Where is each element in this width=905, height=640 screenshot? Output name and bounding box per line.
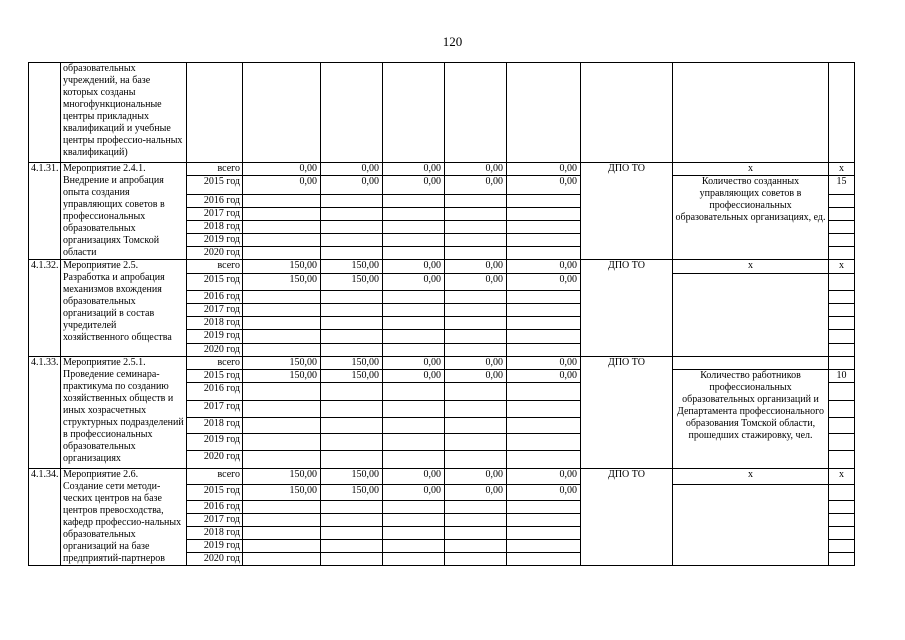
- amount-cell-fed: 150,00: [321, 357, 383, 370]
- indicator-value: 10: [829, 370, 855, 383]
- amount-cell-total: [243, 234, 321, 247]
- amount-cell-loc: [445, 304, 507, 317]
- amount-cell-total: 150,00: [243, 357, 321, 370]
- indicator-value-empty: [829, 553, 855, 566]
- amount-cell-loc: [445, 514, 507, 527]
- amount-cell-fed: 150,00: [321, 274, 383, 291]
- amount-cell-total: [243, 527, 321, 540]
- indicator-top: x: [673, 469, 829, 485]
- year-label: 2015 год: [187, 485, 243, 501]
- amount-cell-reg: [383, 208, 445, 221]
- amount-cell-ext: [507, 304, 581, 317]
- amount-cell-reg: [383, 291, 445, 304]
- amount-cell-loc: [445, 383, 507, 401]
- amount-cell-ext: [507, 291, 581, 304]
- indicator-value: [829, 274, 855, 291]
- amount-cell-fed: [321, 418, 383, 434]
- indicator-name: Количество работников профессиональных образовательных организаций и Департамента профессионального образования Томской области, прошедших стажировку, чел.: [673, 370, 829, 469]
- year-label: 2016 год: [187, 291, 243, 304]
- indicator-value-empty: [829, 401, 855, 418]
- amount-cell-fed: [321, 383, 383, 401]
- amount-cell-fed: 150,00: [321, 370, 383, 383]
- amount-cell-ext: 0,00: [507, 485, 581, 501]
- amount-cell-total: 0,00: [243, 176, 321, 195]
- amount-cell-reg: [383, 540, 445, 553]
- amount-cell-total: [243, 514, 321, 527]
- amount-cell-ext: [507, 418, 581, 434]
- amount-cell-reg: [383, 527, 445, 540]
- indicator-value-empty: [829, 195, 855, 208]
- year-label: 2015 год: [187, 274, 243, 291]
- amount-cell-reg: [383, 344, 445, 357]
- year-label: 2020 год: [187, 451, 243, 469]
- year-label: всего: [187, 163, 243, 176]
- activity-title: Мероприятие 2.6.: [63, 469, 139, 480]
- amount-cell-loc: [445, 317, 507, 330]
- indicator-top: [673, 357, 829, 370]
- amount-cell-reg: 0,00: [383, 176, 445, 195]
- amount-cell-total: [243, 221, 321, 234]
- program-table: [28, 62, 855, 566]
- num-cell: [29, 63, 61, 163]
- activity-title: Мероприятие 2.4.1.: [63, 163, 146, 174]
- amount-cell-ext: 0,00: [507, 260, 581, 274]
- year-label: 2019 год: [187, 330, 243, 344]
- amount-cell-fed: [321, 317, 383, 330]
- activity-number: 4.1.32.: [29, 260, 61, 357]
- amount-cell-loc: 0,00: [445, 274, 507, 291]
- amount-cell-ext: 0,00: [507, 469, 581, 485]
- amount-cell-fed: [321, 451, 383, 469]
- amount-cell-ext: [507, 540, 581, 553]
- year-label: 2019 год: [187, 234, 243, 247]
- activity-number: 4.1.33.: [29, 357, 61, 469]
- year-label: 2018 год: [187, 221, 243, 234]
- year-label: 2018 год: [187, 418, 243, 434]
- indicator-value-empty: [829, 317, 855, 330]
- amount-cell-fed: [321, 514, 383, 527]
- executor-cell: ДПО ТО: [581, 357, 673, 469]
- amount-cell-total: [243, 208, 321, 221]
- amount-cell-loc: [445, 434, 507, 451]
- amount-cell-reg: 0,00: [383, 469, 445, 485]
- activity-text: Разработка и апробация механизмов вхождения образовательных организаций в состав учредителей хозяйственного общества: [63, 272, 172, 343]
- amount-cell-total: 0,00: [243, 163, 321, 176]
- indicator-value-empty: [829, 247, 855, 260]
- amount-cell-ext: [507, 208, 581, 221]
- executor-cell: ДПО ТО: [581, 469, 673, 566]
- amount-cell-reg: 0,00: [383, 357, 445, 370]
- amount-cell-reg: [383, 501, 445, 514]
- amount-cell-ext: 0,00: [507, 370, 581, 383]
- amount-cell-total: [243, 553, 321, 566]
- amount-cell-total: 150,00: [243, 485, 321, 501]
- amount-cell-fed: [321, 208, 383, 221]
- amount-cell-reg: [383, 234, 445, 247]
- amount-cell-loc: [445, 234, 507, 247]
- amount-cell-loc: 0,00: [445, 357, 507, 370]
- indicator-value-empty: [829, 434, 855, 451]
- amount-cell-total: [243, 344, 321, 357]
- amount-cell-reg: [383, 401, 445, 418]
- indicator-value-empty: [829, 221, 855, 234]
- amount-cell-loc: [445, 291, 507, 304]
- amount-cell-loc: 0,00: [445, 370, 507, 383]
- amount-cell-total: [243, 291, 321, 304]
- amount-cell-ext: [507, 195, 581, 208]
- amount-cell-loc: [445, 221, 507, 234]
- amount-cell-ext: [507, 234, 581, 247]
- amount-cell-total: [243, 330, 321, 344]
- amount-cell-ext: [507, 451, 581, 469]
- activity-number: 4.1.31.: [29, 163, 61, 260]
- amount-cell-fed: 0,00: [321, 163, 383, 176]
- amount-cell-reg: [383, 514, 445, 527]
- indicator-value-empty: [829, 304, 855, 317]
- amount-cell-ext: [507, 247, 581, 260]
- amount-cell-reg: [383, 451, 445, 469]
- activity-title: Мероприятие 2.5.: [63, 260, 139, 271]
- amount-cell-loc: [445, 540, 507, 553]
- amount-cell-loc: 0,00: [445, 485, 507, 501]
- amount-cell-reg: 0,00: [383, 485, 445, 501]
- amount-cell-ext: [507, 514, 581, 527]
- amount-cell-total: [243, 304, 321, 317]
- amount-cell-reg: [383, 434, 445, 451]
- amount-cell-reg: [383, 195, 445, 208]
- year-label: 2016 год: [187, 501, 243, 514]
- amount-cell-total: 150,00: [243, 469, 321, 485]
- amount-cell-loc: [445, 344, 507, 357]
- amount-cell-reg: [383, 553, 445, 566]
- indicator-top-value: x: [829, 260, 855, 274]
- activity-number: 4.1.34.: [29, 469, 61, 566]
- amount-cell-total: [243, 501, 321, 514]
- year-label: 2019 год: [187, 540, 243, 553]
- year-label: 2019 год: [187, 434, 243, 451]
- amount-cell-ext: [507, 330, 581, 344]
- amount-cell-loc: [445, 195, 507, 208]
- amount-cell-loc: [445, 451, 507, 469]
- indicator-top-value: x: [829, 469, 855, 485]
- indicator-value-empty: [829, 234, 855, 247]
- table-row: [29, 469, 855, 485]
- amount-cell-fed: 150,00: [321, 260, 383, 274]
- amount-cell-fed: [321, 221, 383, 234]
- activity-text: Проведение семинара-практикума по созданию хозяйственных обществ и иных хозрасчетных структурных подразделений в профессиональных образовательных организациях: [63, 369, 184, 464]
- amount-cell-fed: [321, 540, 383, 553]
- activity-text: Создание сети методи-ческих центров на базе центров превосходства, кафедр профессио-нальных образовательных организаций на базе предприятий-партнеров: [63, 481, 182, 564]
- amount-cell-ext: [507, 317, 581, 330]
- amount-cell-total: 150,00: [243, 370, 321, 383]
- executor-cell: ДПО ТО: [581, 163, 673, 260]
- amount-cell-reg: [383, 418, 445, 434]
- indicator-top: x: [673, 163, 829, 176]
- amount-cell-fed: 0,00: [321, 176, 383, 195]
- activity-title: Мероприятие 2.5.1.: [63, 357, 146, 368]
- amount-cell-total: [243, 434, 321, 451]
- year-label: 2017 год: [187, 208, 243, 221]
- year-label: 2020 год: [187, 247, 243, 260]
- year-label: всего: [187, 469, 243, 485]
- year-label: 2018 год: [187, 317, 243, 330]
- activity-description: [61, 260, 187, 357]
- activity-description: [61, 163, 187, 260]
- year-label: 2020 год: [187, 344, 243, 357]
- indicator-value-empty: [829, 540, 855, 553]
- amount-cell-ext: 0,00: [507, 176, 581, 195]
- amount-cell-ext: [507, 383, 581, 401]
- amount-cell-loc: [445, 553, 507, 566]
- year-label: 2015 год: [187, 176, 243, 195]
- indicator-value-empty: [829, 383, 855, 401]
- year-label: 2017 год: [187, 401, 243, 418]
- indicator-value-empty: [829, 451, 855, 469]
- amount-cell-total: [243, 195, 321, 208]
- year-label: 2020 год: [187, 553, 243, 566]
- amount-cell-loc: [445, 247, 507, 260]
- amount-cell-ext: [507, 344, 581, 357]
- amount-cell-loc: [445, 527, 507, 540]
- amount-cell-total: [243, 247, 321, 260]
- amount-cell-reg: [383, 304, 445, 317]
- indicator-value: [829, 485, 855, 501]
- amount-cell-ext: [507, 553, 581, 566]
- year-label: 2016 год: [187, 383, 243, 401]
- amount-cell-total: [243, 317, 321, 330]
- year-label: 2015 год: [187, 370, 243, 383]
- indicator-name: Количество созданных управляющих советов в профессиональных образовательных организациях, ед.: [673, 176, 829, 260]
- amount-cell-total: [243, 540, 321, 553]
- indicator-value-empty: [829, 344, 855, 357]
- indicator-value: 15: [829, 176, 855, 195]
- amount-cell-reg: 0,00: [383, 260, 445, 274]
- amount-cell-fed: [321, 195, 383, 208]
- amount-cell-loc: 0,00: [445, 163, 507, 176]
- year-label: всего: [187, 260, 243, 274]
- amount-cell-ext: 0,00: [507, 357, 581, 370]
- amount-cell-ext: [507, 527, 581, 540]
- table-row: [29, 260, 855, 274]
- amount-cell-reg: [383, 247, 445, 260]
- year-label: 2017 год: [187, 514, 243, 527]
- amount-cell-fed: [321, 234, 383, 247]
- header-continuation-row: [29, 63, 855, 163]
- activity-text: Внедрение и апробация опыта создания управляющих советов в профессиональных образовательных организациях Томской области: [63, 175, 165, 258]
- amount-cell-fed: [321, 291, 383, 304]
- amount-cell-loc: [445, 330, 507, 344]
- amount-cell-fed: [321, 527, 383, 540]
- indicator-value-empty: [829, 418, 855, 434]
- amount-cell-fed: 150,00: [321, 469, 383, 485]
- year-label: 2016 год: [187, 195, 243, 208]
- amount-cell-ext: [507, 221, 581, 234]
- amount-cell-total: [243, 383, 321, 401]
- amount-cell-loc: 0,00: [445, 469, 507, 485]
- amount-cell-fed: [321, 501, 383, 514]
- amount-cell-reg: [383, 383, 445, 401]
- amount-cell-ext: 0,00: [507, 274, 581, 291]
- indicator-value-empty: [829, 208, 855, 221]
- indicator-top-value: x: [829, 163, 855, 176]
- executor-cell: ДПО ТО: [581, 260, 673, 357]
- amount-cell-reg: [383, 330, 445, 344]
- amount-cell-total: 150,00: [243, 260, 321, 274]
- indicator-top: x: [673, 260, 829, 274]
- year-label: 2018 год: [187, 527, 243, 540]
- amount-cell-total: [243, 401, 321, 418]
- amount-cell-ext: [507, 434, 581, 451]
- amount-cell-reg: [383, 221, 445, 234]
- amount-cell-fed: [321, 304, 383, 317]
- amount-cell-fed: [321, 344, 383, 357]
- amount-cell-loc: [445, 208, 507, 221]
- header-continuation-text: образовательных учреждений, на базе которых созданы многофункциональные центры прикладных квалификаций и учебные центры профессио-нальных квалификаций): [61, 63, 187, 163]
- amount-cell-loc: [445, 418, 507, 434]
- amount-cell-ext: 0,00: [507, 163, 581, 176]
- activity-description: [61, 357, 187, 469]
- amount-cell-loc: [445, 501, 507, 514]
- amount-cell-fed: [321, 401, 383, 418]
- amount-cell-fed: [321, 247, 383, 260]
- amount-cell-loc: [445, 401, 507, 418]
- indicator-top-value: [829, 357, 855, 370]
- amount-cell-ext: [507, 401, 581, 418]
- amount-cell-reg: 0,00: [383, 274, 445, 291]
- amount-cell-reg: 0,00: [383, 370, 445, 383]
- amount-cell-total: [243, 451, 321, 469]
- table-row: [29, 357, 855, 370]
- amount-cell-fed: 150,00: [321, 485, 383, 501]
- amount-cell-loc: 0,00: [445, 176, 507, 195]
- page-number: 120: [442, 34, 463, 49]
- amount-cell-total: [243, 418, 321, 434]
- indicator-value-empty: [829, 527, 855, 540]
- year-label: 2017 год: [187, 304, 243, 317]
- indicator-value-empty: [829, 514, 855, 527]
- indicator-value-empty: [829, 501, 855, 514]
- indicator-value-empty: [829, 330, 855, 344]
- indicator-name: [673, 485, 829, 566]
- amount-cell-total: 150,00: [243, 274, 321, 291]
- amount-cell-fed: [321, 330, 383, 344]
- amount-cell-ext: [507, 501, 581, 514]
- table-row: [29, 163, 855, 176]
- amount-cell-reg: 0,00: [383, 163, 445, 176]
- indicator-value-empty: [829, 291, 855, 304]
- amount-cell-fed: [321, 553, 383, 566]
- indicator-name: [673, 274, 829, 357]
- amount-cell-loc: 0,00: [445, 260, 507, 274]
- activity-description: [61, 469, 187, 566]
- amount-cell-reg: [383, 317, 445, 330]
- year-label: всего: [187, 357, 243, 370]
- amount-cell-fed: [321, 434, 383, 451]
